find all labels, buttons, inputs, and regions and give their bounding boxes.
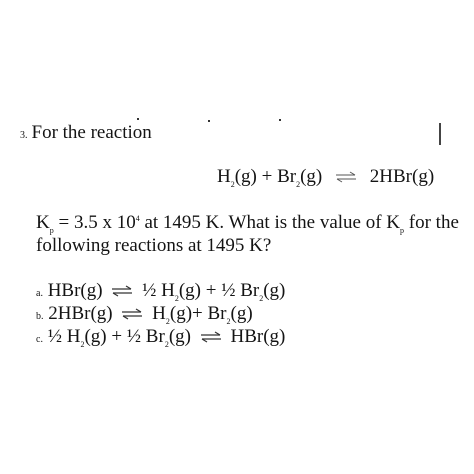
question-heading (20, 122, 152, 144)
part-c: c. ½ $H_2(g)$ + ½ $Br_2(g)$ HBr(g) (36, 326, 286, 349)
scan-mark (279, 119, 281, 121)
product-hbr: 2HBr(g) (369, 166, 435, 187)
part-label: c. (36, 334, 43, 345)
part-label: b. (36, 311, 44, 322)
equilibrium-arrow-icon (200, 331, 222, 343)
equilibrium-arrow-icon (335, 171, 357, 183)
kp-statement-continued: following reactions at 1495 K? (36, 235, 272, 256)
reactant-h2: $H_2(g)$ (217, 166, 257, 189)
reactant-br2: $Br_2(g)$ (277, 166, 323, 189)
part-label: a. (36, 288, 43, 299)
question-intro: For the reaction (31, 122, 152, 143)
part-a: a. HBr(g) ½ $H_2(g)$ + ½ $Br_2(g)$ (36, 280, 286, 303)
main-reaction (217, 166, 434, 188)
equilibrium-arrow-icon (121, 308, 143, 320)
part-b: b. 2HBr(g) $H_2(g)+ Br_2(g)$ (36, 303, 253, 326)
scan-mark (137, 118, 139, 120)
question-number: 3. (20, 130, 28, 141)
plus-sign: + (261, 166, 273, 187)
kp-statement: $K_p = 3.5$ x $10^4$ at 1495 K. What is the value of $K_p$ for the (36, 212, 459, 235)
text-cursor (439, 123, 441, 145)
scan-mark (208, 120, 210, 122)
equilibrium-arrow-icon (111, 285, 133, 297)
